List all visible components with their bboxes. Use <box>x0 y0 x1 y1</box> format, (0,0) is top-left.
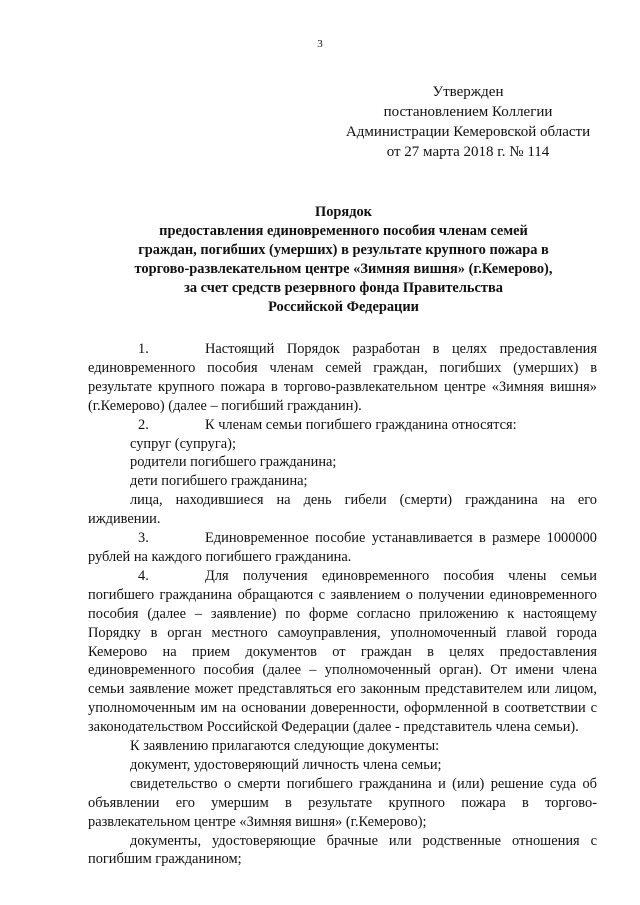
paragraph-text: Настоящий Порядок разработан в целях предоставления единовременного пособия членам семей граждан, погибших (умерших) в результате крупного пожара в торгово-развлекательном центре «Зимняя вишня» (г.Кемерово) (далее – погибший гражданин). <box>88 341 597 414</box>
page-number: 3 <box>317 38 323 50</box>
list-item: К заявлению прилагаются следующие документы: <box>130 738 440 755</box>
list-item: документы, удостоверяющие брачные или родственные отношения с погибшим гражданином; <box>88 832 597 868</box>
paragraph-number: 1. <box>138 341 149 357</box>
list-item: родители погибшего гражданина; <box>130 454 337 471</box>
title-line: за счет средств резервного фонда Правительства <box>184 280 503 296</box>
document-body <box>88 340 597 869</box>
list-item: лица, находившиеся на день гибели (смерти) гражданина на его иждивении. <box>88 492 597 528</box>
title-line: граждан, погибших (умерших) в результате крупного пожара в <box>138 242 549 258</box>
paragraph-text: Единовременное пособие устанавливается в размере 1000000 рублей на каждого погибшего гражданина. <box>88 530 597 565</box>
paragraph-4 <box>88 567 597 737</box>
approval-line: от 27 марта 2018 г. № 114 <box>386 144 550 160</box>
paragraph-1 <box>88 340 597 416</box>
paragraph-text: Для получения единовременного пособия члены семьи погибшего гражданина обращаются с заявлением о получении единовременного пособия (далее – заявление) по форме согласно приложению к настоящему Порядку в орган местного самоуправления, уполномоченный главой города Кемерово на прием документов от граждан в целях предоставления единовременного пособия (далее – уполномоченный орган). От имени члена семьи заявление может представляться его законным представителем или лицом, уполномоченным им на основании доверенности, оформленной в соответствии с законодательством Российской Федерации (далее - представитель члена семьи). <box>88 567 597 736</box>
paragraph-text: К членам семьи погибшего гражданина относятся: <box>205 416 517 433</box>
title-line: Российской Федерации <box>268 299 419 315</box>
title-line: Порядок <box>315 204 372 220</box>
list-item: супруг (супруга); <box>130 435 236 452</box>
list-item: дети погибшего гражданина; <box>130 473 308 490</box>
approval-line: Утвержден <box>432 84 504 100</box>
approval-line: Администрации Кемеровской области <box>345 124 591 140</box>
paragraph-number: 3. <box>138 530 149 547</box>
paragraph-3 <box>88 529 597 567</box>
document-title <box>70 203 617 317</box>
list-item: документ, удостоверяющий личность члена семьи; <box>130 756 442 773</box>
title-line: предоставления единовременного пособия членам семей <box>159 223 528 239</box>
paragraph-number: 4. <box>138 567 149 584</box>
approval-line: постановлением Коллегии <box>383 104 553 120</box>
paragraph-2 <box>88 416 597 435</box>
title-line: торгово-развлекательном центре «Зимняя вишня» (г.Кемерово), <box>134 261 553 277</box>
list-item: свидетельство о смерти погибшего гражданина и (или) решение суда об объявлении его умершим в результате крупного пожара в торгово-развлекательном центре «Зимняя вишня» (г.Кемерово); <box>88 775 597 830</box>
approval-stamp <box>327 82 609 162</box>
paragraph-number: 2. <box>138 416 149 433</box>
